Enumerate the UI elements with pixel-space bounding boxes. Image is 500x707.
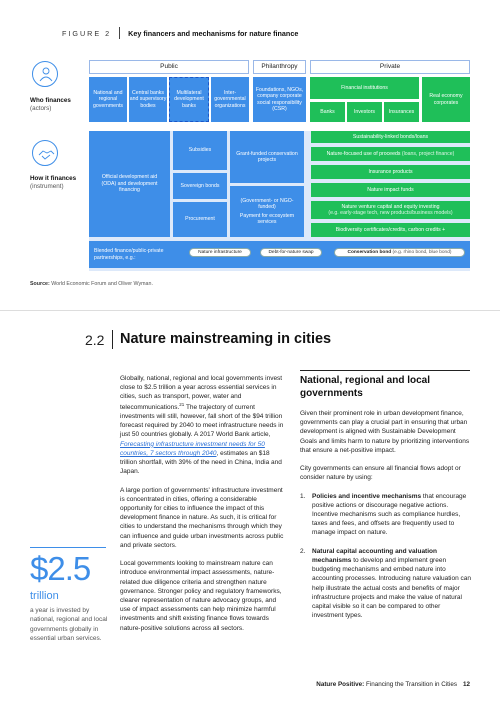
handshake-icon	[32, 140, 58, 166]
instrument-green-1: Sustainability-linked bonds/loans	[311, 131, 470, 143]
pill-nature-infrastructure: Nature infrastructure	[189, 248, 251, 257]
instrument-grant: Grant-funded conservation projects	[230, 131, 304, 183]
page-divider	[0, 310, 500, 311]
stat-unit: trillion	[30, 590, 59, 602]
instrument-oda: Official development aid (ODA) and development financing	[89, 131, 170, 237]
right-paragraph-1: Given their prominent role in urban development finance, governments can play a crucial part in ensuring that urban development is aligned with Sustainable Development Goals and limits harm to nature by prioritizing interventions that ensure a net-positive impact.	[300, 410, 470, 454]
stat-description: a year is invested by national, regional and local governments globally in essential urban services.	[30, 607, 108, 643]
instrument-green-6: Biodiversity certificates/credits, carbon credits +	[311, 223, 470, 237]
actor-philanthropy: Foundations, NGOs, company corporate social responsibility (CSR)	[253, 77, 306, 122]
figure-label: FIGURE 2	[62, 28, 112, 38]
section-number: 2.2	[85, 332, 105, 348]
actor-central-banks: Central banks and supervisory bodies	[129, 77, 167, 122]
instrument-green-5: Nature venture capital and equity investing (e.g. early-stage tech, new products/business models)	[311, 201, 470, 219]
actor-real-economy: Real economy corporates	[422, 77, 470, 122]
blended-label: Blended finance/public-private partnerships, e.g.:	[94, 248, 164, 261]
pill-conservation-bond: Conservation bond (e.g. rhino bond, blue bond)	[334, 248, 465, 257]
who-finances-title: Who finances	[30, 97, 71, 104]
actor-financial-institutions: Financial institutions	[310, 77, 419, 99]
actor-multilateral-banks: Multilateral development banks	[169, 77, 209, 122]
pes-label: Payment for ecosystem services	[239, 212, 295, 225]
stat-rule	[30, 547, 106, 548]
figure-separator	[119, 27, 120, 39]
public-header: Public	[89, 60, 249, 74]
footer-text: Financing the Transition in Cities	[364, 681, 457, 688]
instrument-subsidies: Subsidies	[173, 131, 227, 170]
stat-value: $2.5	[30, 550, 91, 587]
who-finances-label	[30, 97, 80, 112]
instrument-green-3: Insurance products	[311, 165, 470, 179]
how-finances-title: How it finances	[30, 175, 77, 182]
body-column-right	[300, 370, 472, 629]
body-column-middle	[120, 374, 285, 642]
section-title: Nature mainstreaming in cities	[120, 331, 332, 347]
how-finances-label	[30, 175, 90, 190]
mid-paragraph-3: Local governments looking to mainstream nature can introduce environmental impact assessments, nature-related due diligence criteria and strengthen nature governance. Stronger policy and regulatory frameworks, clearer representation of nature advocacy groups, and use of impact assessments can help minimize harmful investments and shift existing finance flows towards nature-positive solutions across all sectors.	[120, 560, 282, 632]
instrument-pes	[230, 186, 304, 237]
figure-header	[62, 26, 462, 40]
footer-bold: Nature Positive:	[316, 681, 365, 688]
instrument-procurement: Procurement	[173, 202, 227, 237]
private-header: Private	[310, 60, 470, 74]
pill-debt-for-nature: Debt-for-nature swap	[260, 248, 322, 257]
actor-investors: Investors	[347, 102, 382, 122]
right-paragraph-2: City governments can ensure all financial flows adopt or consider nature by using:	[300, 465, 461, 482]
philanthropy-header: Philanthropy	[253, 60, 306, 74]
source-text: World Economic Forum and Oliver Wyman.	[51, 281, 153, 287]
actor-banks: Banks	[310, 102, 345, 122]
list-item: 1. Policies and incentive mechanisms that encourage positive actions or discourage negative actions. Incentive mechanisms such as compliance hurdles, taxes and fees, and offsets are frequently used to manage impact on nature.	[300, 492, 467, 537]
right-heading: National, regional and local governments	[300, 375, 431, 399]
actor-governments: National and regional governments	[89, 77, 127, 122]
who-finances-sub: (actors)	[30, 104, 52, 112]
instrument-green-2: Nature-focused use of proceeds (loans, project finance)	[311, 147, 470, 161]
people-icon	[32, 61, 58, 87]
figure-source	[30, 281, 153, 287]
world-bank-link[interactable]: Forecasting infrastructure investment needs for 50 countries, 7 sectors through 2040	[120, 440, 265, 457]
actor-intergovernmental: Inter-governmental organizations	[211, 77, 249, 122]
how-finances-sub: (instrument)	[30, 182, 64, 190]
footnote-ref: 21	[179, 401, 185, 407]
section-bar	[112, 330, 113, 349]
page-footer	[316, 681, 470, 688]
source-label: Source:	[30, 281, 50, 287]
actor-insurances: Insurances	[384, 102, 419, 122]
figure-title: Key financers and mechanisms for nature finance	[128, 28, 299, 38]
list-item: 2. Natural capital accounting and valuation mechanisms to develop and implement green budgeting mechanisms and embed nature into accounting processes. Introducing nature valuation can help illustrate the actual costs and benefits of major infrastructure projects and make the value of natural capital visible so it can be compared to other investment types.	[300, 547, 471, 620]
mid-paragraph-1: Globally, national, regional and local governments invest close to $2.5 trillion a year across essential services in cities, such as transport, power, water and telecommunications.$^{21}$ The trajectory of current investments will still, however, fall short of the $94 trillion forecast required by 2040 to meet infrastructure needs in just 50 countries globally. A 2017 World Bank article, Forecasting infrastructure investment needs for 50 countries, 7 sectors through 2040, estimates an $18 trillion shortfall, with 39% of the need in China, India and Japan.	[120, 375, 284, 476]
mid-paragraph-2: A large portion of governments' infrastructure investment is concentrated in cities, offering a considerable opportunity for cities to influence the impact of this development finance in nature. As such, it is critical for cities to understand the mechanisms through which they can influence and guide urban investments across public and private sectors.	[120, 486, 284, 549]
page-number: 12	[462, 681, 470, 688]
heading-rule	[300, 370, 470, 371]
nature-finance-diagram	[28, 53, 474, 271]
instrument-sovereign-bonds: Sovereign bonds	[173, 173, 227, 199]
instrument-green-4: Nature impact funds	[311, 183, 470, 197]
pes-prefix: (Government- or NGO-funded)	[240, 197, 294, 210]
